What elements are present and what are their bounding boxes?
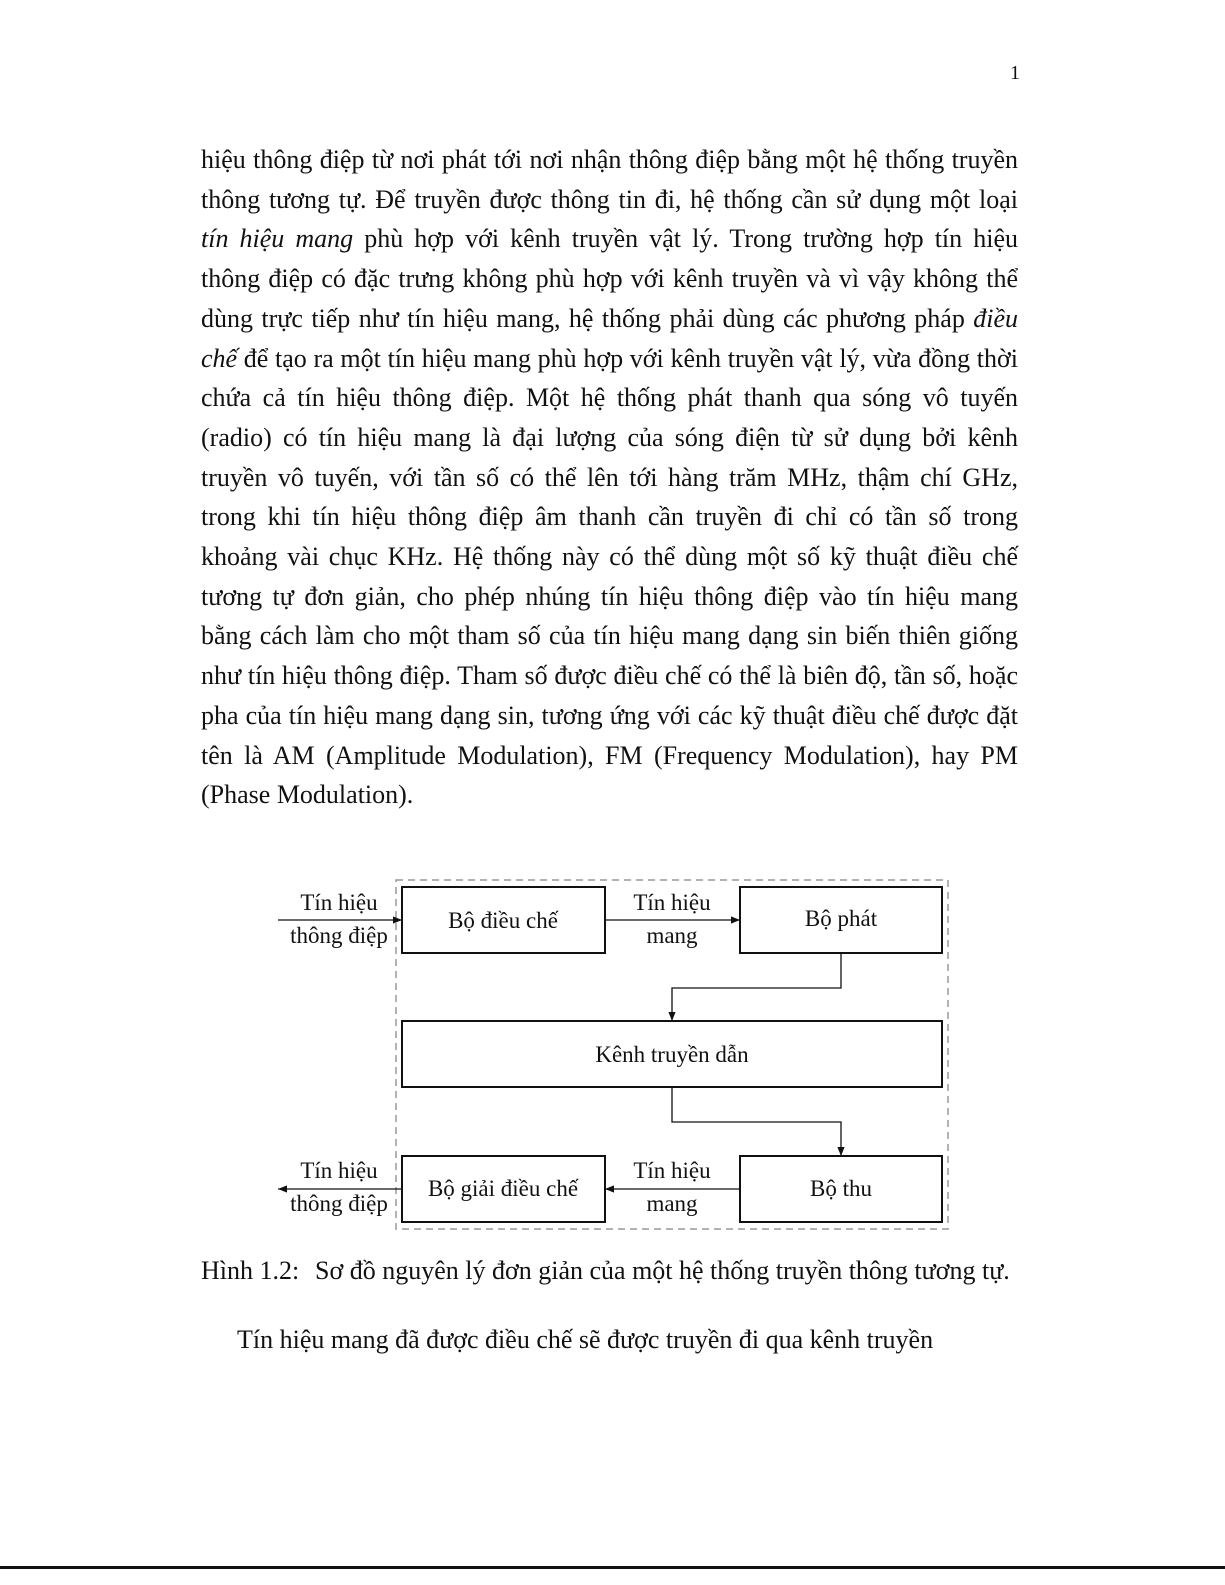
- caption-number: Hình 1.2:: [201, 1256, 300, 1285]
- body-paragraph: [201, 140, 1018, 815]
- modulator-label: Bộ điều chế: [448, 908, 558, 933]
- carrier-top-label-line2: mang: [646, 923, 698, 948]
- channel-to-receiver-arrow: [672, 1087, 841, 1156]
- term-carrier-signal: tín hiệu mang: [201, 224, 354, 254]
- page-number: 1: [1010, 62, 1020, 84]
- continuation-line: Tín hiệu mang đã được điều chế sẽ được truyền đi qua kênh truyền: [237, 1325, 934, 1354]
- demodulator-label: Bộ giải điều chế: [427, 1176, 579, 1201]
- system-diagram: [270, 876, 970, 1242]
- caption-text: Sơ đồ nguyên lý đơn giản của một hệ thống truyền thông tương tự.: [315, 1256, 1010, 1285]
- paragraph-text-2: phù hợp với kênh truyền vật lý. Trong trường hợp tín hiệu thông điệp có đặc trưng không phù hợp với kênh truyền và vì vậy không thể dùng trực tiếp như tín hiệu mang, hệ thống phải dùng các phương pháp: [201, 224, 1018, 333]
- carrier-bottom-label-line2: mang: [646, 1191, 698, 1216]
- page-bottom-rule: [0, 1566, 1225, 1569]
- diagram-svg: [270, 876, 970, 1242]
- term-modulation: điều chế: [201, 303, 1018, 373]
- paragraph-text-3: để tạo ra một tín hiệu mang phù hợp với kênh truyền vật lý, vừa đồng thời chứa cả tín hiệu thông điệp. Một hệ thống phát thanh qua sóng vô tuyến (radio) có tín hiệu mang là đại lượng của sóng điện từ sử dụng bởi kênh truyền vô tuyến, với tần số có thể lên tới hàng trăm MHz, thậm chí GHz, trong khi tín hiệu thông điệp âm thanh cần truyền đi chỉ có tần số trong khoảng vài chục KHz. Hệ thống này có thể dùng một số kỹ thuật điều chế tương tự đơn giản, cho phép nhúng tín hiệu thông điệp vào tín hiệu mang bằng cách làm cho một tham số của tín hiệu mang dạng sin biến thiên giống như tín hiệu thông điệp. Tham số được điều chế có thể là biên độ, tần số, hoặc pha của tín hiệu mang dạng sin, tương ứng với các kỹ thuật điều chế được đặt tên là AM (Amplitude Modulation), FM (Frequency Modulation), hay PM (Phase Modulation).: [201, 343, 1018, 810]
- input-label-line1: Tín hiệu: [300, 890, 378, 915]
- transmitter-to-channel-arrow: [672, 953, 841, 1021]
- carrier-top-label-line1: Tín hiệu: [633, 890, 711, 915]
- input-label-line2: thông điệp: [290, 923, 388, 948]
- transmitter-label: Bộ phát: [804, 906, 878, 931]
- output-label-line2: thông điệp: [290, 1191, 388, 1216]
- paragraph-text-1: hiệu thông điệp từ nơi phát tới nơi nhận thông điệp bằng một hệ thống truyền thông tương tự. Để truyền được thông tin đi, hệ thống cần sử dụng một loại: [201, 145, 1018, 214]
- output-label-line1: Tín hiệu: [300, 1158, 378, 1183]
- receiver-label: Bộ thu: [810, 1176, 872, 1201]
- channel-label: Kênh truyền dẫn: [595, 1042, 749, 1067]
- carrier-bottom-label-line1: Tín hiệu: [633, 1158, 711, 1183]
